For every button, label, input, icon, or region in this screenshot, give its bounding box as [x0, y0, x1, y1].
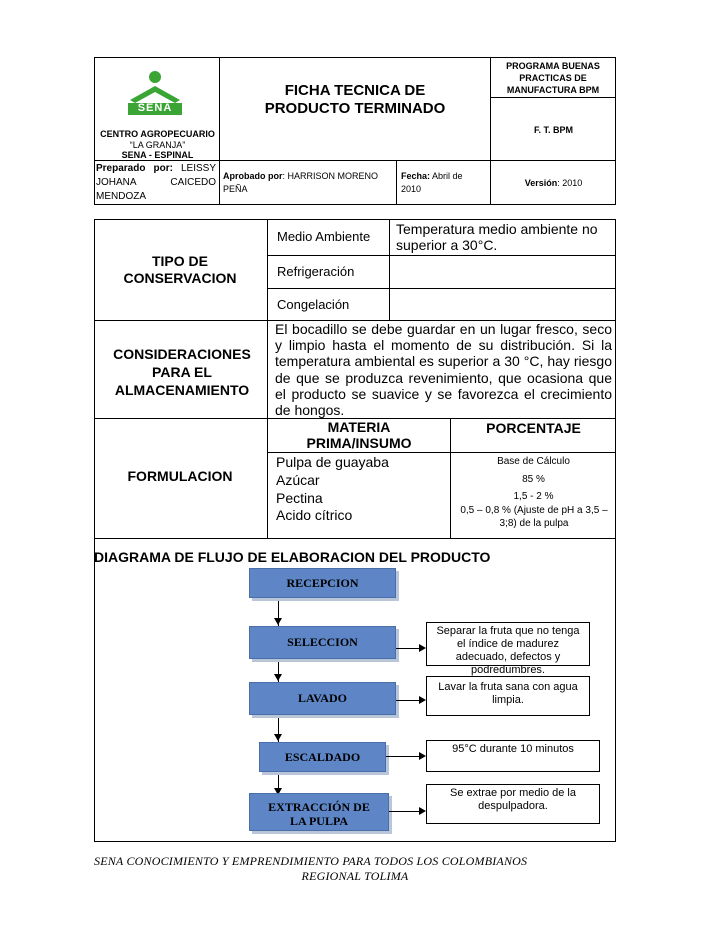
formulation-pct: Base de Cálculo — [497, 456, 570, 467]
doc-code: F. T. BPM — [533, 125, 573, 135]
center-name: CENTRO AGROPECUARIO — [100, 129, 215, 139]
formulation-item: Acido cítrico — [276, 507, 353, 523]
flow-step-washing: LAVADO — [249, 682, 396, 715]
flow-step-selection: SELECCION — [249, 626, 396, 659]
logo-text: SENA — [137, 102, 173, 114]
conservation-value-ambient: Temperatura medio ambiente no superior a 30°C. — [396, 221, 598, 253]
doc-version: Versión: 2010 — [524, 178, 583, 188]
footer-slogan: SENA CONOCIMIENTO Y EMPRENDIMIENTO PARA TODOS LOS COLOMBIANOS — [94, 854, 528, 868]
doc-date: Fecha: Abril de 2010 — [401, 171, 463, 194]
conservation-heading: TIPO DE CONSERVACION — [123, 253, 237, 286]
doc-title-line2: PRODUCTO TERMINADO — [264, 100, 446, 117]
formulation-pct: 85 % — [522, 474, 545, 485]
flow-note-pulp-extraction: Se extrae por medio de la despulpadora. — [426, 784, 600, 824]
approved-by: Aprobado por: HARRISON MORENO PEÑA — [223, 171, 379, 194]
formulation-col-material: MATERIA PRIMA/INSUMO — [306, 419, 412, 451]
flow-note-washing: Lavar la fruta sana con agua limpia. — [426, 676, 590, 716]
conservation-label-freeze: Congelación — [277, 297, 350, 312]
doc-title-line1: FICHA TECNICA DE — [284, 82, 426, 99]
flow-step-blanching: ESCALDADO — [259, 742, 386, 772]
conservation-label-ambient: Medio Ambiente — [277, 229, 371, 244]
formulation-col-percentage: PORCENTAJE — [486, 420, 581, 436]
flow-note-selection: Separar la fruta que no tenga el índice de madurez adecuado, defectos y podredumbres. — [426, 622, 590, 666]
center-location: SENA - ESPINAL — [121, 150, 194, 160]
conservation-label-fridge: Refrigeración — [277, 264, 355, 279]
prepared-by: Preparado por: LEISSY JOHANA CAICEDO MENDOZA — [96, 163, 216, 202]
formulation-heading: FORMULACION — [127, 468, 233, 484]
formulation-item: Pulpa de guayaba — [276, 454, 389, 470]
program-name: PROGRAMA BUENAS PRACTICAS DE MANUFACTURA BPM — [506, 61, 600, 95]
formulation-pct: 0,5 – 0,8 % (Ajuste de pH a 3,5 – 3;8) de la pulpa — [460, 505, 608, 529]
flow-heading: DIAGRAMA DE FLUJO DE ELABORACION DEL PRODUCTO — [94, 549, 491, 565]
storage-text: El bocadillo se debe guardar en un lugar fresco, seco y limpio hasta el momento de su distribución. Si la temperatura ambiental es superior a 30 °C, hay riesgo de que se produzca revenimiento, que ocasiona que el producto se suavice y se favorezca el crecimiento de hongos. — [275, 321, 612, 419]
formulation-item: Azúcar — [276, 472, 320, 488]
sena-logo — [124, 70, 186, 116]
center-sub: “LA GRANJA” — [129, 140, 186, 150]
flow-step-pulp-extraction: EXTRACCIÓN DE LA PULPA — [249, 793, 389, 831]
footer-region: REGIONAL TOLIMA — [301, 869, 409, 883]
formulation-pct: 1,5 - 2 % — [513, 491, 554, 502]
flow-step-reception: RECEPCION — [249, 568, 396, 598]
flow-note-blanching: 95°C durante 10 minutos — [426, 740, 600, 772]
storage-heading: CONSIDERACIONES PARA EL ALMACENAMIENTO — [113, 346, 251, 398]
formulation-item: Pectina — [276, 490, 323, 506]
